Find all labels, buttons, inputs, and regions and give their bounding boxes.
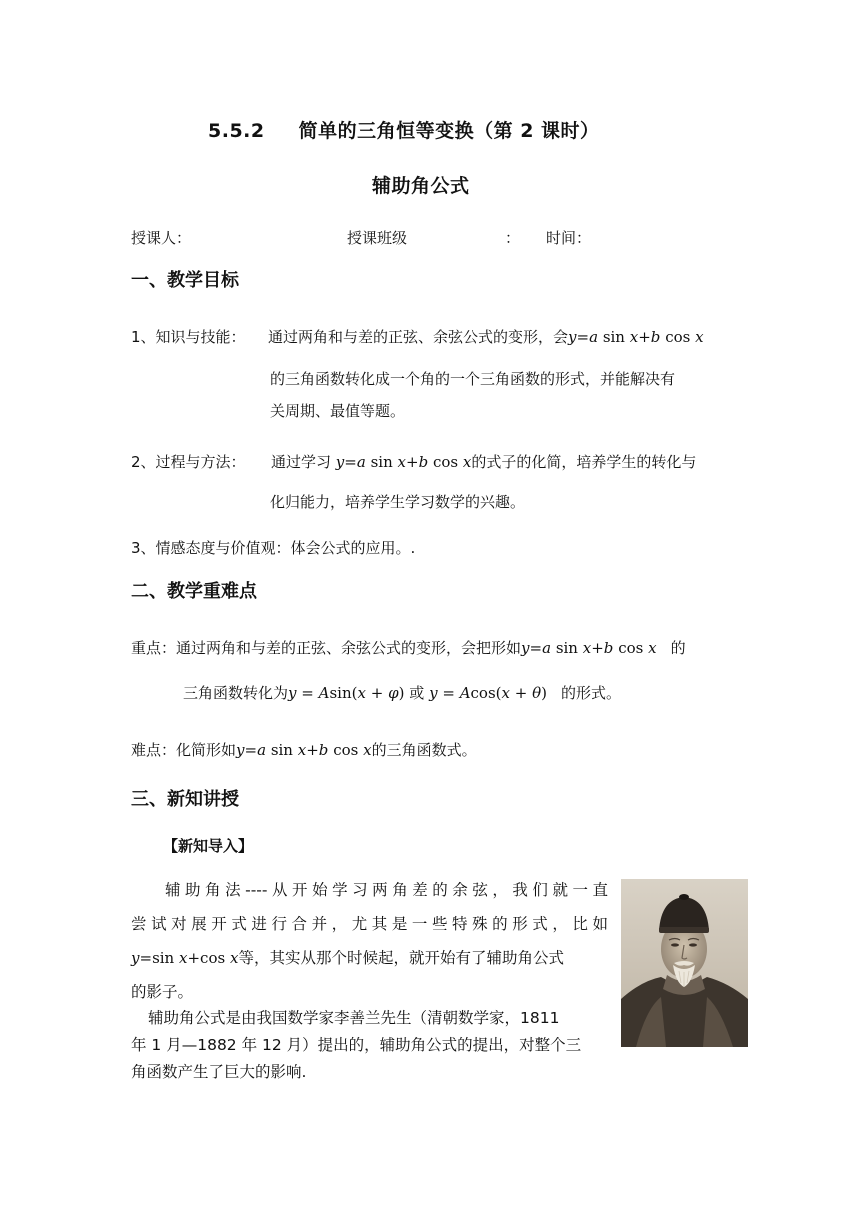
section-heading-key-points: 二、教学重难点 — [131, 581, 257, 602]
goal-1-line-1: 通过两角和与差的正弦、余弦公式的变形，会y=a sin x+b cos x — [268, 328, 704, 346]
formula-sinx-cosx: y=sin x+cos x — [131, 949, 239, 967]
formula-Asin-x-phi: y = Asin(x + φ) — [288, 684, 405, 702]
time-label: 时间： — [546, 229, 592, 247]
goal-2-line-1: 通过学习 y=a sin x+b cos x的式子的化简，培养学生的转化与 — [271, 453, 697, 471]
goal-2-line-2: 化归能力，培养学生学习数学的兴趣。 — [270, 493, 526, 511]
formula-asinx-bcosx: y=a sin x+b cos x — [568, 328, 704, 346]
intro-p2-line-c: 角函数产生了巨大的影响. — [131, 1063, 307, 1081]
class-colon: ： — [505, 229, 521, 247]
formula-asinx-bcosx: y=a sin x+b cos x — [236, 741, 372, 759]
formula-Acos-x-theta: y = Acos(x + θ) — [429, 684, 548, 702]
page-title — [208, 116, 600, 143]
formula-asinx-bcosx: y=a sin x+b cos x — [521, 639, 657, 657]
intro-paragraph-2 — [131, 1005, 608, 1086]
intro-p1-line-a: 辅助角法----从开始学习两角差的余弦，我们就一直 — [165, 881, 608, 899]
key-point-line-1: 重点：通过两角和与差的正弦、余弦公式的变形，会把形如y=a sin x+b cos x 的 — [131, 639, 686, 657]
goal-2-label: 2、过程与方法： — [131, 453, 246, 471]
intro-p1-line-c: y=sin x+cos x等，其实从那个时候起，就开始有了辅助角公式 — [131, 949, 564, 967]
intro-paragraph-1 — [131, 873, 608, 1009]
intro-p2-line-b: 年 1 月—1882 年 12 月）提出的，辅助角公式的提出，对整个三 — [131, 1036, 582, 1054]
class-label: 授课班级 — [347, 229, 408, 247]
intro-bracket-label: 【新知导入】 — [163, 837, 254, 855]
intro-p1-line-d: 的影子。 — [131, 983, 194, 1001]
key-point-line-2: 三角函数转化为y = Asin(x + φ) 或 y = Acos(x + θ) 的形式。 — [183, 684, 622, 702]
goal-1-label: 1、知识与技能： — [131, 328, 246, 346]
goal-3: 3、情感态度与价值观：体会公式的应用。. — [131, 539, 416, 557]
intro-p2-line-a: 辅助角公式是由我国数学家李善兰先生（清朝数学家，1811 — [148, 1009, 560, 1027]
li-shanlan-portrait-image — [621, 879, 748, 1047]
goal-1-line-2: 的三角函数转化成一个角的一个三角函数的形式，并能解决有 — [270, 370, 676, 388]
section-number: 5.5.2 — [208, 120, 265, 142]
goal-1-line-3: 关周期、最值等题。 — [270, 402, 406, 420]
section-heading-new-knowledge: 三、新知讲授 — [131, 789, 239, 810]
formula-asinx-bcosx: y=a sin x+b cos x — [335, 453, 472, 471]
section-heading-objectives: 一、教学目标 — [131, 270, 239, 291]
page-subtitle: 辅助角公式 — [372, 175, 470, 197]
intro-p1-line-b: 尝试对展开式进行合并，尤其是一些特殊的形式，比如 — [131, 915, 608, 933]
lesson-title: 简单的三角恒等变换（第 2 课时） — [298, 120, 600, 142]
difficulty-line: 难点：化简形如y=a sin x+b cos x的三角函数式。 — [131, 741, 477, 759]
teacher-label: 授课人： — [131, 229, 192, 247]
